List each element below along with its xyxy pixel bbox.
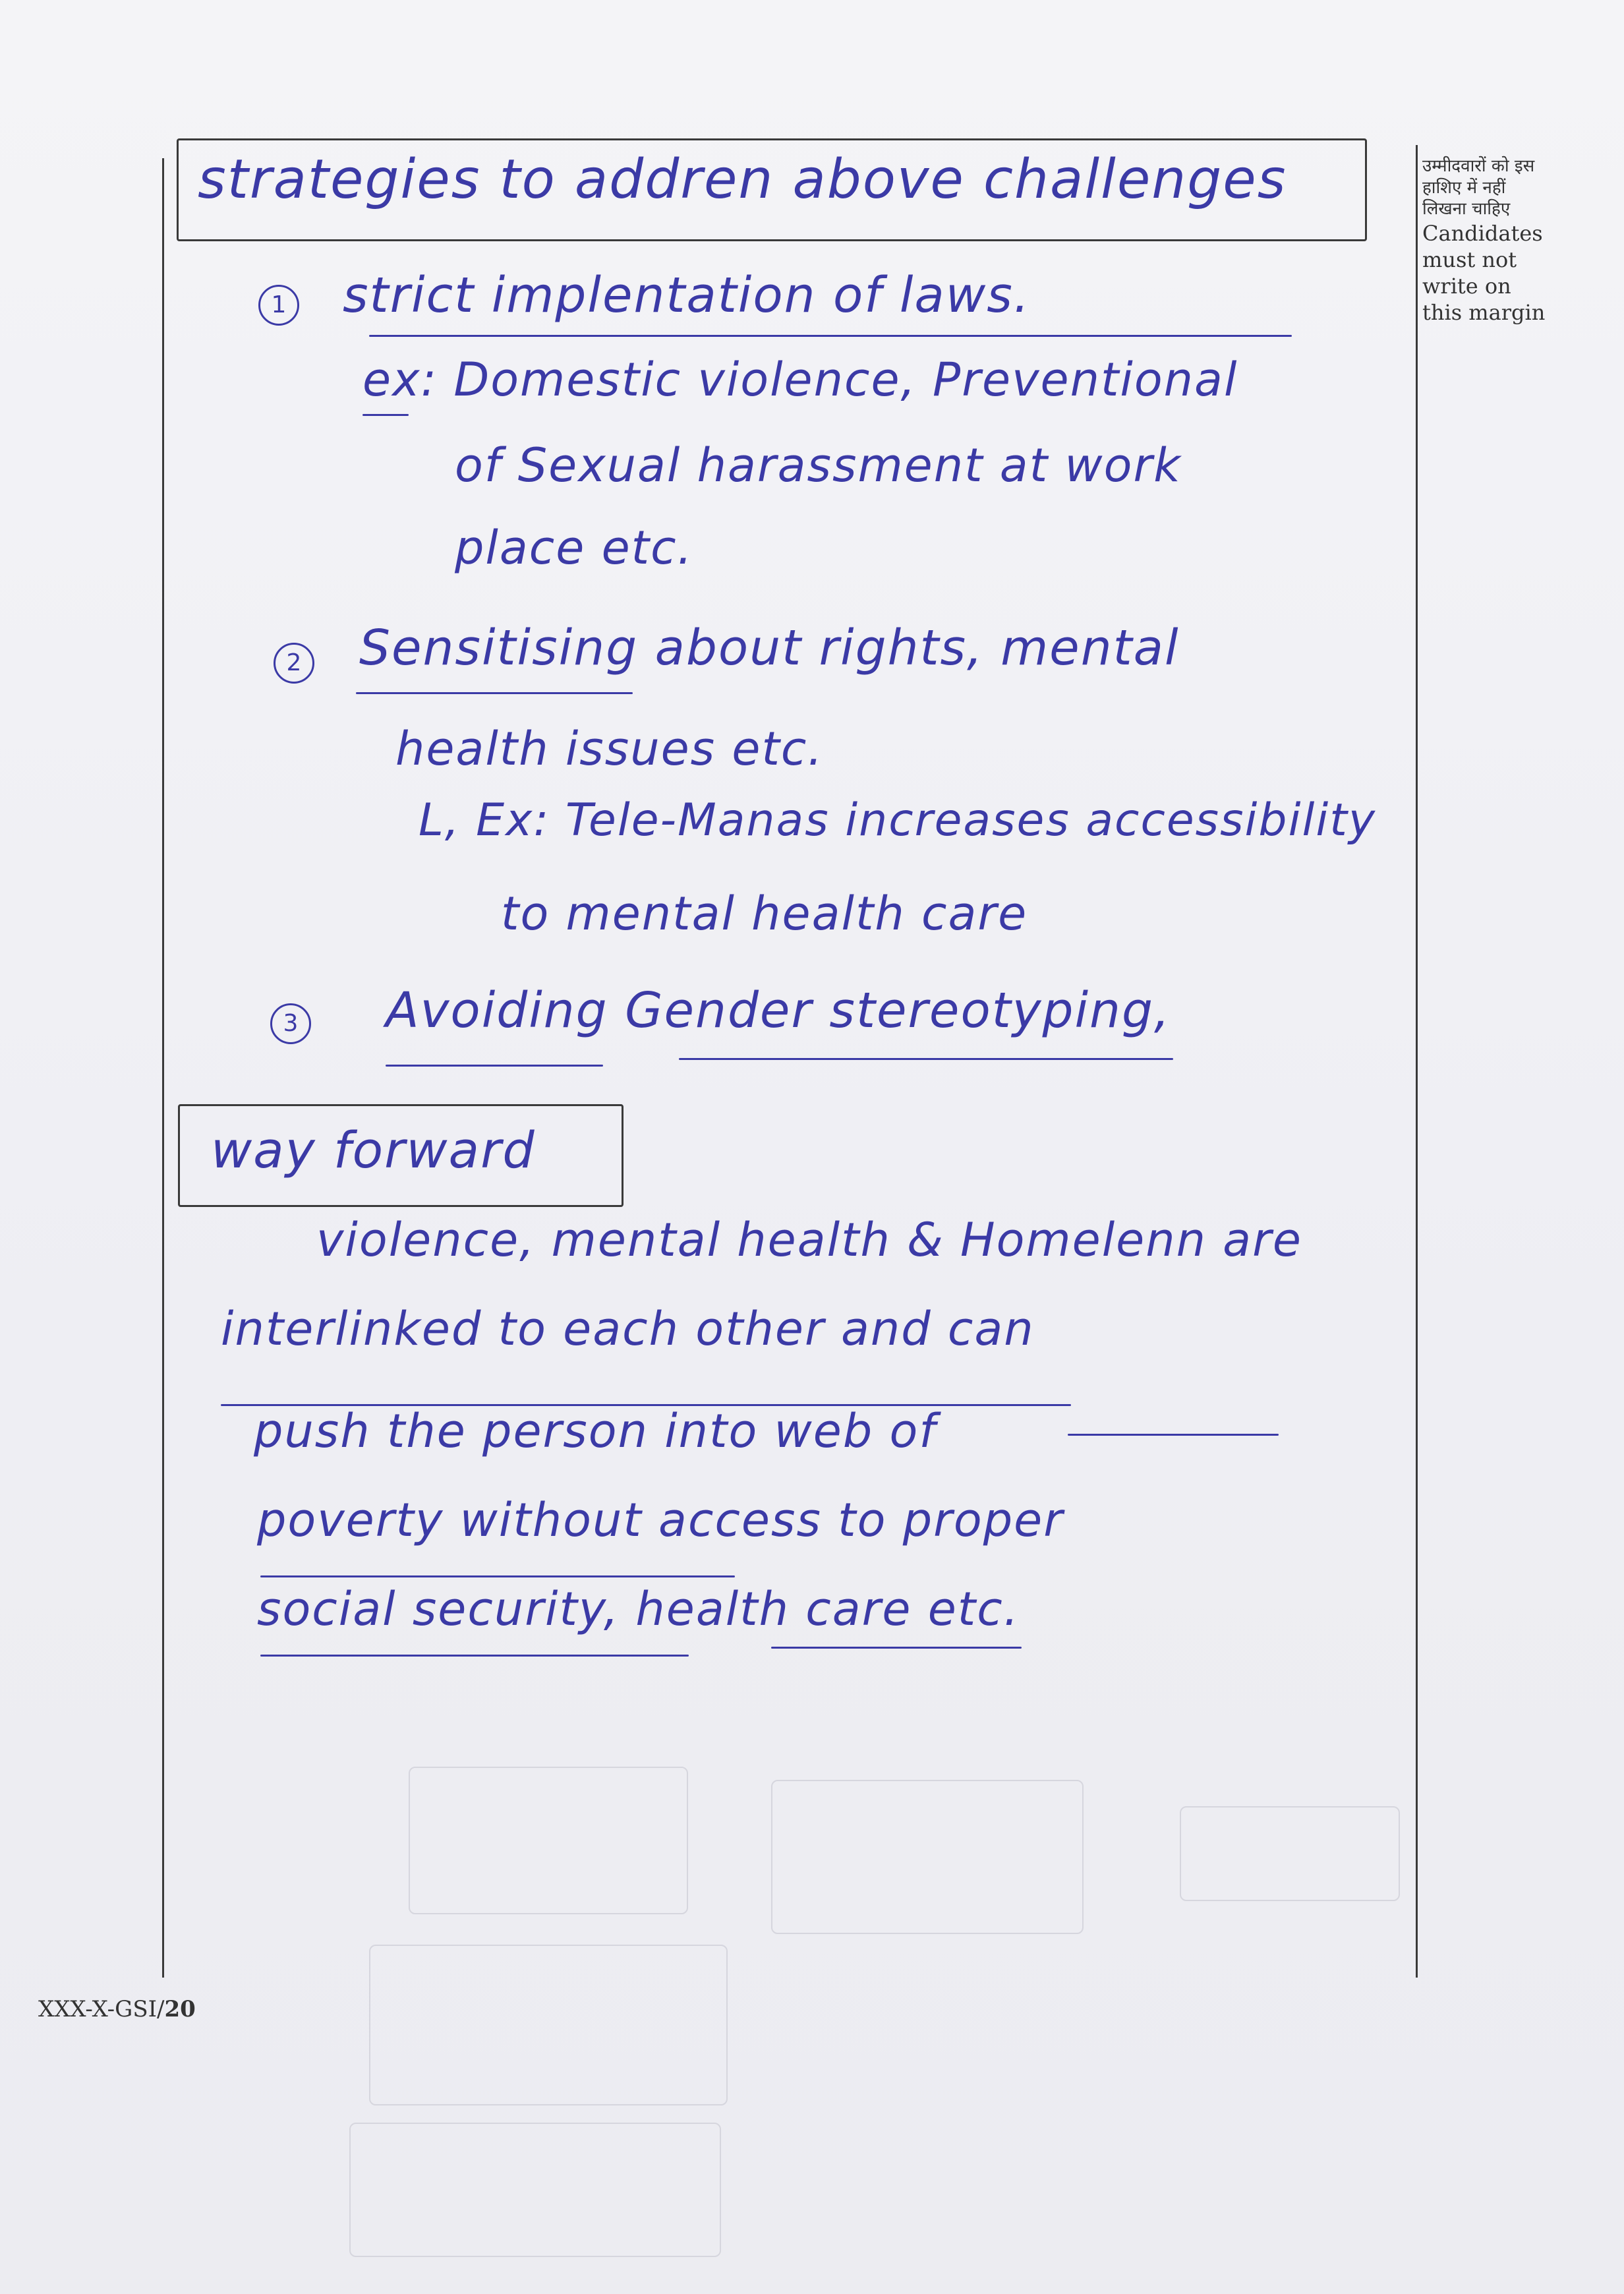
underline: [1068, 1434, 1279, 1436]
bleed-through-box: [771, 1780, 1084, 1934]
page-code: [38, 1996, 196, 2022]
point-2-title: Sensitising about rights, mental: [359, 620, 1180, 676]
point-1-title: strict implentation of laws.: [343, 267, 1031, 324]
point-1-line: ex: Domestic violence, Preventional: [362, 353, 1238, 407]
page-code-prefix: XXX-X-GSI/: [38, 1996, 165, 2022]
bleed-through-box: [409, 1767, 688, 1914]
way-forward-line: interlinked to each other and can: [221, 1302, 1035, 1356]
margin-english-line: Candidates: [1422, 220, 1543, 246]
underline: [356, 692, 633, 694]
section-heading: strategies to addren above challenges: [198, 148, 1287, 211]
underline: [260, 1575, 735, 1577]
left-margin-line: [162, 158, 164, 1978]
underline: [679, 1058, 1173, 1060]
margin-english-line: must not: [1422, 247, 1517, 272]
right-margin-line: [1416, 145, 1418, 1978]
way-forward-line: social security, health care etc.: [257, 1582, 1020, 1636]
margin-instruction: [1422, 156, 1574, 326]
bleed-through-box: [1180, 1806, 1400, 1901]
point-number-2: 2: [274, 643, 314, 684]
point-number-3: 3: [270, 1003, 311, 1044]
underline: [386, 1065, 603, 1067]
margin-hindi-line: लिखना चाहिए: [1422, 199, 1511, 219]
bleed-through-box: [349, 2123, 721, 2257]
underline: [771, 1647, 1022, 1649]
underline: [260, 1655, 689, 1657]
way-forward-heading: way forward: [211, 1121, 536, 1179]
way-forward-line: push the person into web of: [254, 1404, 937, 1458]
underline: [362, 414, 409, 416]
margin-english-line: this margin: [1422, 299, 1546, 325]
point-1-line: place etc.: [455, 521, 693, 575]
point-number-1: 1: [258, 285, 299, 326]
page-number: 20: [164, 1996, 196, 2022]
margin-hindi-line: हाशिए में नहीं: [1422, 177, 1506, 198]
way-forward-line: violence, mental health & Homelenn are: [316, 1213, 1302, 1267]
point-2-line: to mental health care: [501, 887, 1028, 941]
margin-hindi-line: उम्मीदवारों को इस: [1422, 156, 1535, 176]
margin-english-line: write on: [1422, 273, 1511, 299]
underline: [369, 335, 1292, 337]
point-2-line: health issues etc.: [395, 722, 824, 776]
way-forward-line: poverty without access to proper: [257, 1493, 1064, 1547]
point-2-line: L, Ex: Tele-Manas increases accessibility: [419, 794, 1377, 846]
point-3-title: Avoiding Gender stereotyping,: [386, 982, 1171, 1039]
bleed-through-box: [369, 1945, 728, 2105]
point-1-line: of Sexual harassment at work: [455, 438, 1182, 492]
